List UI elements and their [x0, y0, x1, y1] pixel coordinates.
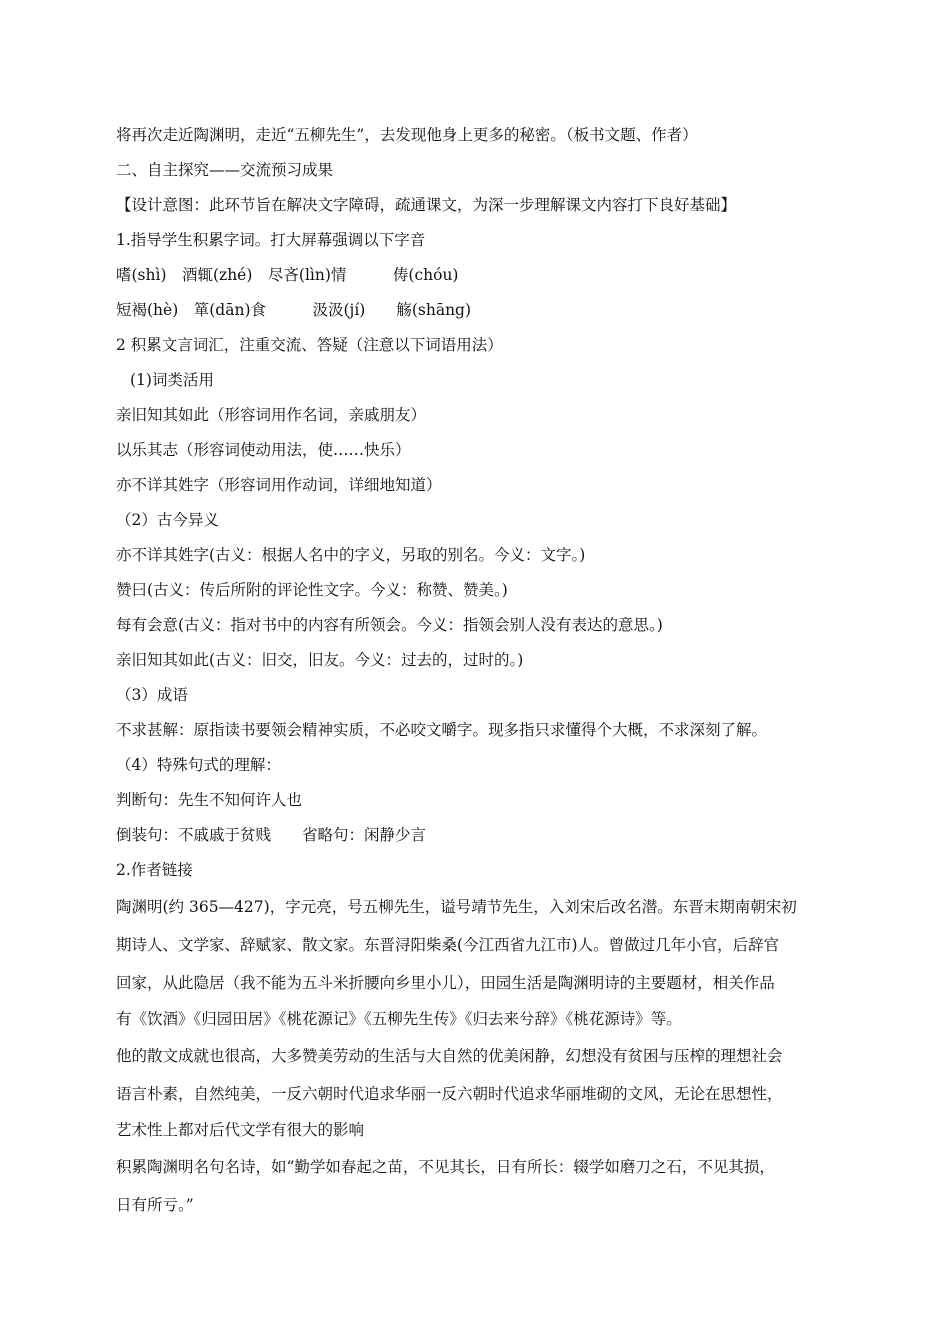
text-line: 亦不详其姓字（形容词用作动词，详细地知道）: [116, 476, 442, 494]
text-line: 艺术性上都对后代文学有很大的影响: [116, 1121, 365, 1139]
text-line: 判断句：先生不知何许人也: [116, 791, 303, 809]
text-line: 倒装句：不戚戚于贫贱 省略句：闲静少言: [116, 826, 427, 844]
text-line: 不求甚解：原指读书要领会精神实质，不必咬文嚼字。现多指只求懂得个大概，不求深刻了解。: [116, 721, 768, 739]
design-intent: 【设计意图：此环节旨在解决文字障碍，疏通课文，为深一步理解课文内容打下良好基础】: [116, 196, 737, 214]
text-line: 亲旧知其如此(古义：旧交，旧友。今义：过去的，过时的。): [116, 651, 524, 669]
text-line: 日有所亏。”: [116, 1196, 194, 1214]
pronunciation-line: 短褐(hè) 箪(dān)食 汲汲(jí) 觞(shāng): [116, 301, 472, 319]
text-line: 有《饮酒》《归园田居》《桃花源记》《五柳先生传》《归去来兮辞》《桃花源诗》等。: [116, 1010, 682, 1028]
sub-heading: （4）特殊句式的理解：: [116, 756, 281, 774]
text-line: 亲旧知其如此（形容词用作名词，亲戚朋友）: [116, 406, 427, 424]
text-line: 陶渊明(约 365—427)，字元亮，号五柳先生，谥号靖节先生，入刘宋后改名潜。东晋末期南朝宋初: [116, 898, 797, 916]
text-line: 每有会意(古义：指对书中的内容有所领会。今义：指领会别人没有表达的意思。): [116, 616, 663, 634]
sub-heading: 2.作者链接: [116, 861, 193, 879]
sub-heading: （3）成语: [116, 686, 188, 704]
text-line: 他的散文成就也很高，大多赞美劳动的生活与大自然的优美闲静，幻想没有贫困与压榨的理想社会: [116, 1047, 783, 1065]
text-line: 2 积累文言词汇，注重交流、答疑（注意以下词语用法）: [116, 336, 503, 354]
text-line: 期诗人、文学家、辞赋家、散文家。东晋浔阳柴桑(今江西省九江市)人。曾做过几年小官，后辞官: [116, 936, 780, 954]
text-line: 语言朴素，自然纯美，一反六朝时代追求华丽一反六朝时代追求华丽堆砌的文风，无论在思想性，: [116, 1085, 783, 1103]
document-page: [116, 118, 846, 1224]
text-line: 赞曰(古义：传后所附的评论性文字。今义：称赞、赞美。): [116, 581, 508, 599]
text-line: 积累陶渊明名句名诗，如“勤学如春起之苗，不见其长，日有所长：辍学如磨刀之石，不见其损，: [116, 1158, 775, 1176]
pronunciation-line: 嗜(shì) 酒辄(zhé) 尽吝(lìn)情 俦(chóu): [116, 266, 459, 284]
text-line: 将再次走近陶渊明，走近“五柳先生”，去发现他身上更多的秘密。（板书文题、作者）: [116, 126, 698, 144]
sub-heading: （2）古今异义: [116, 511, 219, 529]
section-heading: 二、自主探究——交流预习成果: [116, 161, 334, 179]
text-line: 回家，从此隐居（我不能为五斗米折腰向乡里小儿），田园生活是陶渊明诗的主要题材，相关作品: [116, 974, 775, 992]
text-line: 1.指导学生积累字词。打大屏幕强调以下字音: [116, 231, 426, 249]
text-line: 亦不详其姓字(古义：根据人名中的字义，另取的别名。今义：文字。): [116, 546, 586, 564]
sub-heading: (1)词类活用: [130, 371, 214, 389]
text-line: 以乐其志（形容词使动用法，使……快乐）: [116, 441, 411, 459]
